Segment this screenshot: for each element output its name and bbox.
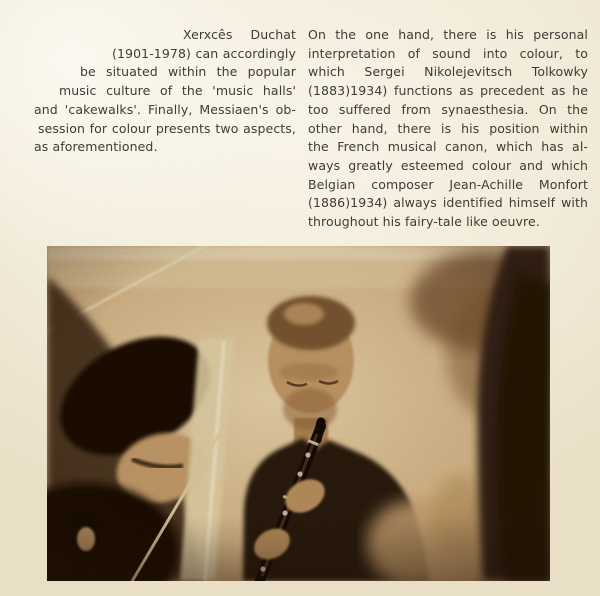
text-line: ways greatly esteemed colour and which	[308, 157, 588, 173]
text-line: as aforementioned.	[34, 139, 158, 155]
text-line: be situated within the popular	[80, 64, 296, 80]
text-line: which Sergei Nikolejevitsch Tolkowky	[308, 64, 588, 80]
text-line: (1886)1934) always identified himself with	[308, 195, 588, 211]
text-line: throughout his fairy-tale like oeuvre.	[308, 214, 540, 230]
text-line: (1901-1978) can accordingly	[112, 45, 296, 61]
text-line: Belgian composer Jean-Achille Monfort	[308, 176, 588, 192]
concert-photo	[47, 246, 550, 581]
text-line: session for colour presents two aspects,	[38, 120, 296, 136]
text-line: music culture of the 'music halls'	[59, 83, 296, 99]
right-text-column	[308, 26, 588, 232]
text-line: On the one hand, there is his personal	[308, 27, 588, 42]
text-line: (1883)1934) functions as precedent as he	[308, 83, 588, 99]
text-line: other hand, there is his position within	[308, 120, 588, 136]
text-line: the French musical canon, which has al-	[308, 139, 588, 155]
text-line: and 'cakewalks'. Finally, Messiaen's ob-	[34, 101, 296, 117]
photo-grain-overlay	[47, 246, 550, 581]
text-line: too suffered from synaesthesia. On the	[308, 101, 588, 117]
text-line: Xerxcês Duchat	[183, 27, 296, 42]
text-line: interpretation of sound into colour, to	[308, 45, 588, 61]
left-text-column	[28, 26, 296, 157]
